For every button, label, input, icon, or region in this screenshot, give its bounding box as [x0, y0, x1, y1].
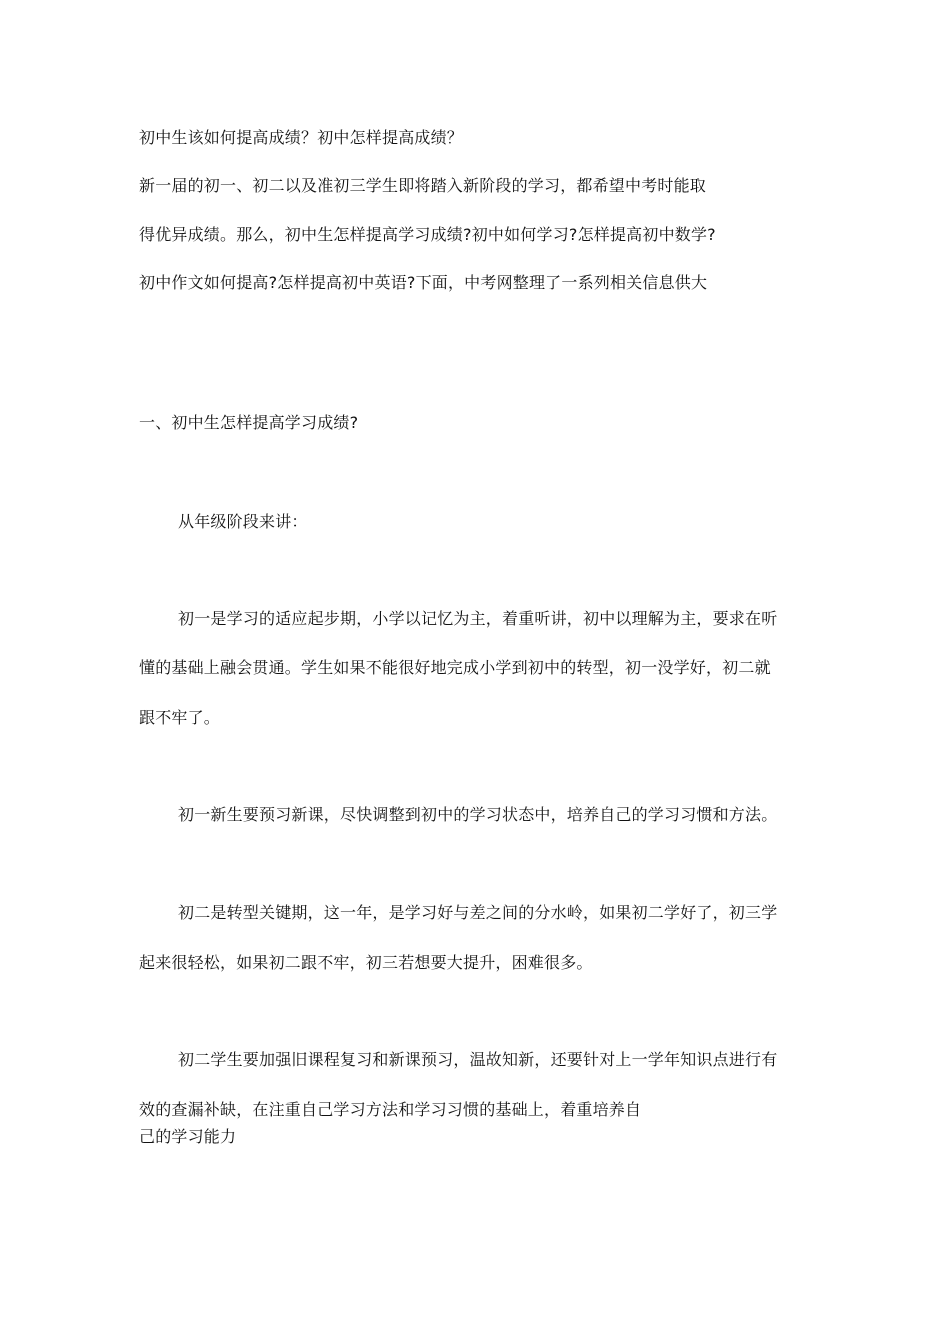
paragraph-1-line-1: 初一是学习的适应起步期，小学以记忆为主，着重听讲，初中以理解为主，要求在听	[178, 609, 778, 628]
section-heading: 一、初中生怎样提高学习成绩?	[139, 413, 359, 432]
paragraph-4-line-2: 效的查漏补缺，在注重自己学习方法和学习习惯的基础上，着重培养自	[139, 1100, 642, 1119]
intro-line-2: 得优异成绩。那么，初中生怎样提高学习成绩?初中如何学习?怎样提高初中数学?	[139, 225, 716, 244]
intro-line-3: 初中作文如何提高?怎样提高初中英语?下面，中考网整理了一系列相关信息供大	[139, 273, 708, 292]
paragraph-3-line-1: 初二是转型关键期，这一年，是学习好与差之间的分水岭，如果初二学好了，初三学	[178, 903, 778, 922]
paragraph-4-line-1: 初二学生要加强旧课程复习和新课预习，温故知新，还要针对上一学年知识点进行有	[178, 1050, 778, 1069]
intro-line-1: 新一届的初一、初二以及准初三学生即将踏入新阶段的学习，都希望中考时能取	[139, 176, 707, 195]
document-title: 初中生该如何提高成绩？初中怎样提高成绩？	[139, 128, 464, 147]
paragraph-3-line-2: 起来很轻松，如果初二跟不牢，初三若想要大提升，困难很多。	[139, 953, 593, 972]
subheading: 从年级阶段来讲：	[178, 512, 308, 531]
paragraph-1-line-2: 懂的基础上融会贯通。学生如果不能很好地完成小学到初中的转型，初一没学好，初二就	[139, 658, 771, 677]
paragraph-4-line-3: 己的学习能力	[139, 1127, 237, 1146]
paragraph-1-line-3: 跟不牢了。	[139, 708, 221, 727]
paragraph-2-line-1: 初一新生要预习新课，尽快调整到初中的学习状态中，培养自己的学习习惯和方法。	[178, 805, 778, 824]
